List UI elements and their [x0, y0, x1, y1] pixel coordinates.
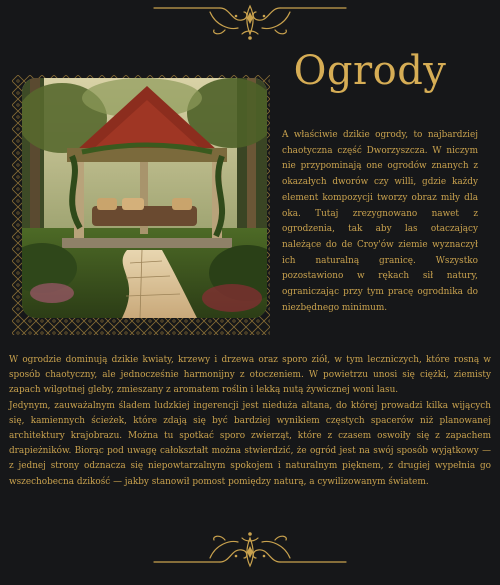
flourish-icon [150, 530, 350, 572]
top-flourish-ornament [150, 0, 350, 42]
bottom-flourish-ornament [150, 530, 350, 572]
page-title: Ogrody [293, 48, 447, 94]
main-paragraph-2: Jedynym, zauważalnym śladem ludzkiej ingerencji jest nieduża altana, do której prowadzi kilka wijących się, kamiennych ścieżek, które zdają się być bardziej wynikiem częstych spacerów niż planowanej architektury krajobrazu. Można tu spotkać sporo zwierząt, które z czasem oswoiły się z zapachem drapieżników. Biorąc pod uwagę całokształt można stwierdzić, że ogród jest na swój sposób wyjątkowy — z jednej strony odznacza się niepowtarzalnym spokojem i naturalnym pięknem, z drugiej wypełnia go wszechobecna dzikość — jakby stanowił pomost pomiędzy naturą, a cywilizowanym światem. [9, 400, 491, 487]
intro-paragraph [282, 128, 478, 316]
intro-paragraph-text: A właściwie dzikie ogrody, to najbardziej chaotyczna część Dworzyszcza. W niczym nie przypominają one ogrodów znanych z okazałych dworów czy willi, gdzie każdy element kompozycji tworzy obraz miły dla oka. Tutaj zrezygnowano nawet z ogrodzenia, tak aby las otaczający należące do de Croy'ów ziemie wyznaczył ich naturalną granicę. Wszystko pozostawiono w rękach sił natury, ograniczając przy tym pracę ogrodnika do niezbędnego minimum. [282, 130, 478, 313]
garden-gazebo-photo [22, 78, 267, 318]
photo-frame [12, 75, 270, 335]
main-paragraph-1: W ogrodzie dominują dzikie kwiaty, krzewy i drzewa oraz sporo ziół, w tym leczniczych, które rosną w sposób chaotyczny, ale jednocześnie harmonijny z otoczeniem. W powietrzu unosi się ciężki, ziemisty zapach wilgotnej gleby, zmieszany z aromatem roślin i lekką nutą żywicznej woni lasu. [9, 355, 491, 396]
flourish-icon [150, 0, 350, 42]
main-text [9, 353, 491, 490]
